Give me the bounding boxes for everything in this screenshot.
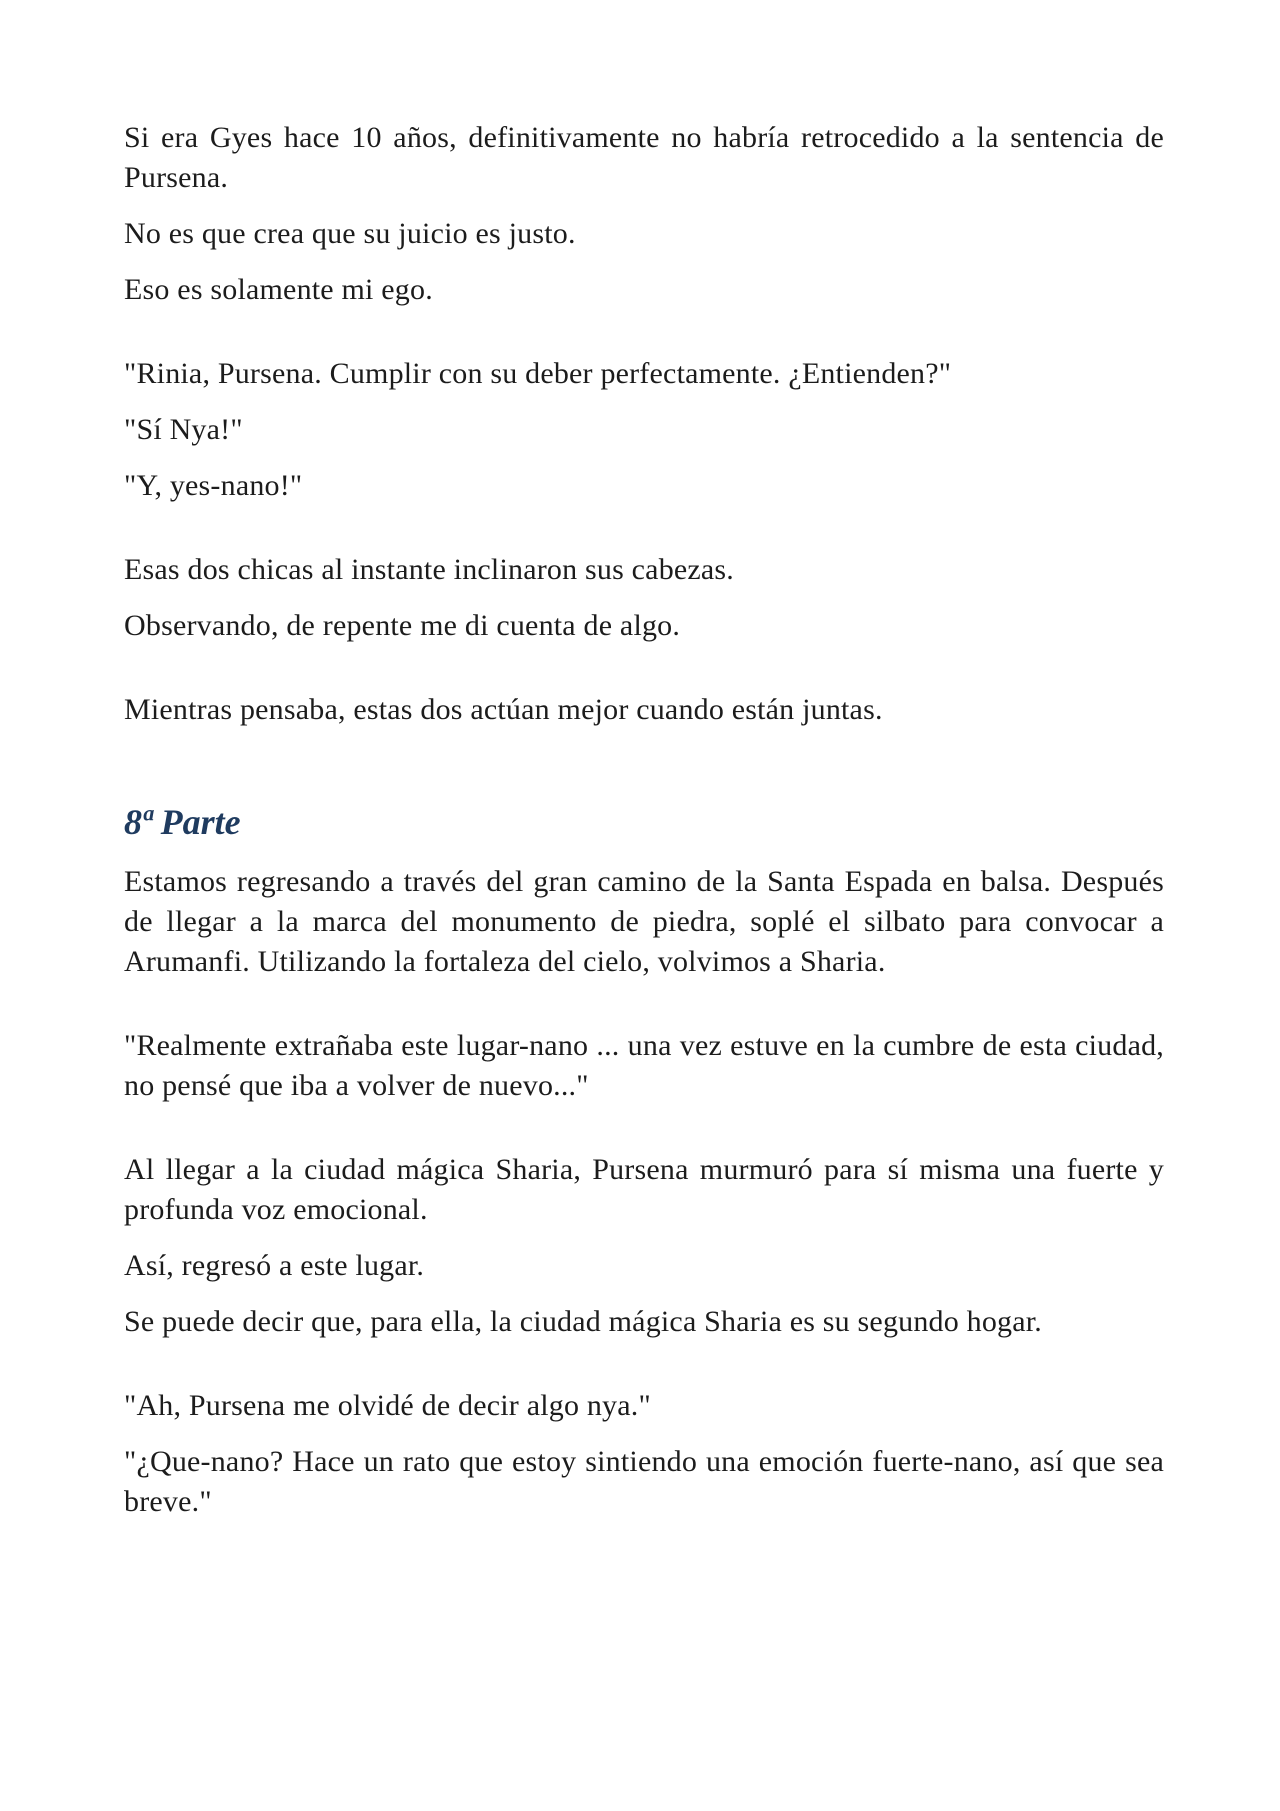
paragraph: Así, regresó a este lugar. [124, 1249, 425, 1282]
paragraph: Si era Gyes hace 10 años, definitivamente no habría retrocedido a la sentencia de Pursena. [124, 121, 1164, 194]
paragraph: Se puede decir que, para ella, la ciudad mágica Sharia es su segundo hogar. [124, 1305, 1043, 1338]
paragraph: Al llegar a la ciudad mágica Sharia, Pursena murmuró para sí misma una fuerte y profunda voz emocional. [124, 1153, 1164, 1226]
section-heading: 8ª Parte [124, 802, 241, 842]
paragraph: No es que crea que su juicio es justo. [124, 217, 576, 250]
dialogue-line: "Rinia, Pursena. Cumplir con su deber perfectamente. ¿Entienden?" [124, 357, 952, 390]
dialogue-line: "Sí Nya!" [124, 413, 243, 446]
paragraph: Eso es solamente mi ego. [124, 273, 433, 306]
paragraph: Esas dos chicas al instante inclinaron sus cabezas. [124, 553, 735, 586]
dialogue-line: "¿Que-nano? Hace un rato que estoy sintiendo una emoción fuerte-nano, así que sea breve." [124, 1445, 1164, 1518]
document-page [124, 118, 1164, 1538]
dialogue-line: "Ah, Pursena me olvidé de decir algo nya." [124, 1389, 651, 1422]
dialogue-line: "Y, yes-nano!" [124, 469, 303, 502]
paragraph: Estamos regresando a través del gran camino de la Santa Espada en balsa. Después de llegar a la marca del monumento de piedra, soplé el silbato para convocar a Arumanfi. Utilizando la fortaleza del cielo, volvimos a Sharia. [124, 865, 1164, 978]
paragraph: Observando, de repente me di cuenta de algo. [124, 609, 681, 642]
dialogue-line: "Realmente extrañaba este lugar-nano ... una vez estuve en la cumbre de esta ciudad, no pensé que iba a volver de nuevo..." [124, 1029, 1164, 1102]
paragraph: Mientras pensaba, estas dos actúan mejor cuando están juntas. [124, 693, 883, 726]
